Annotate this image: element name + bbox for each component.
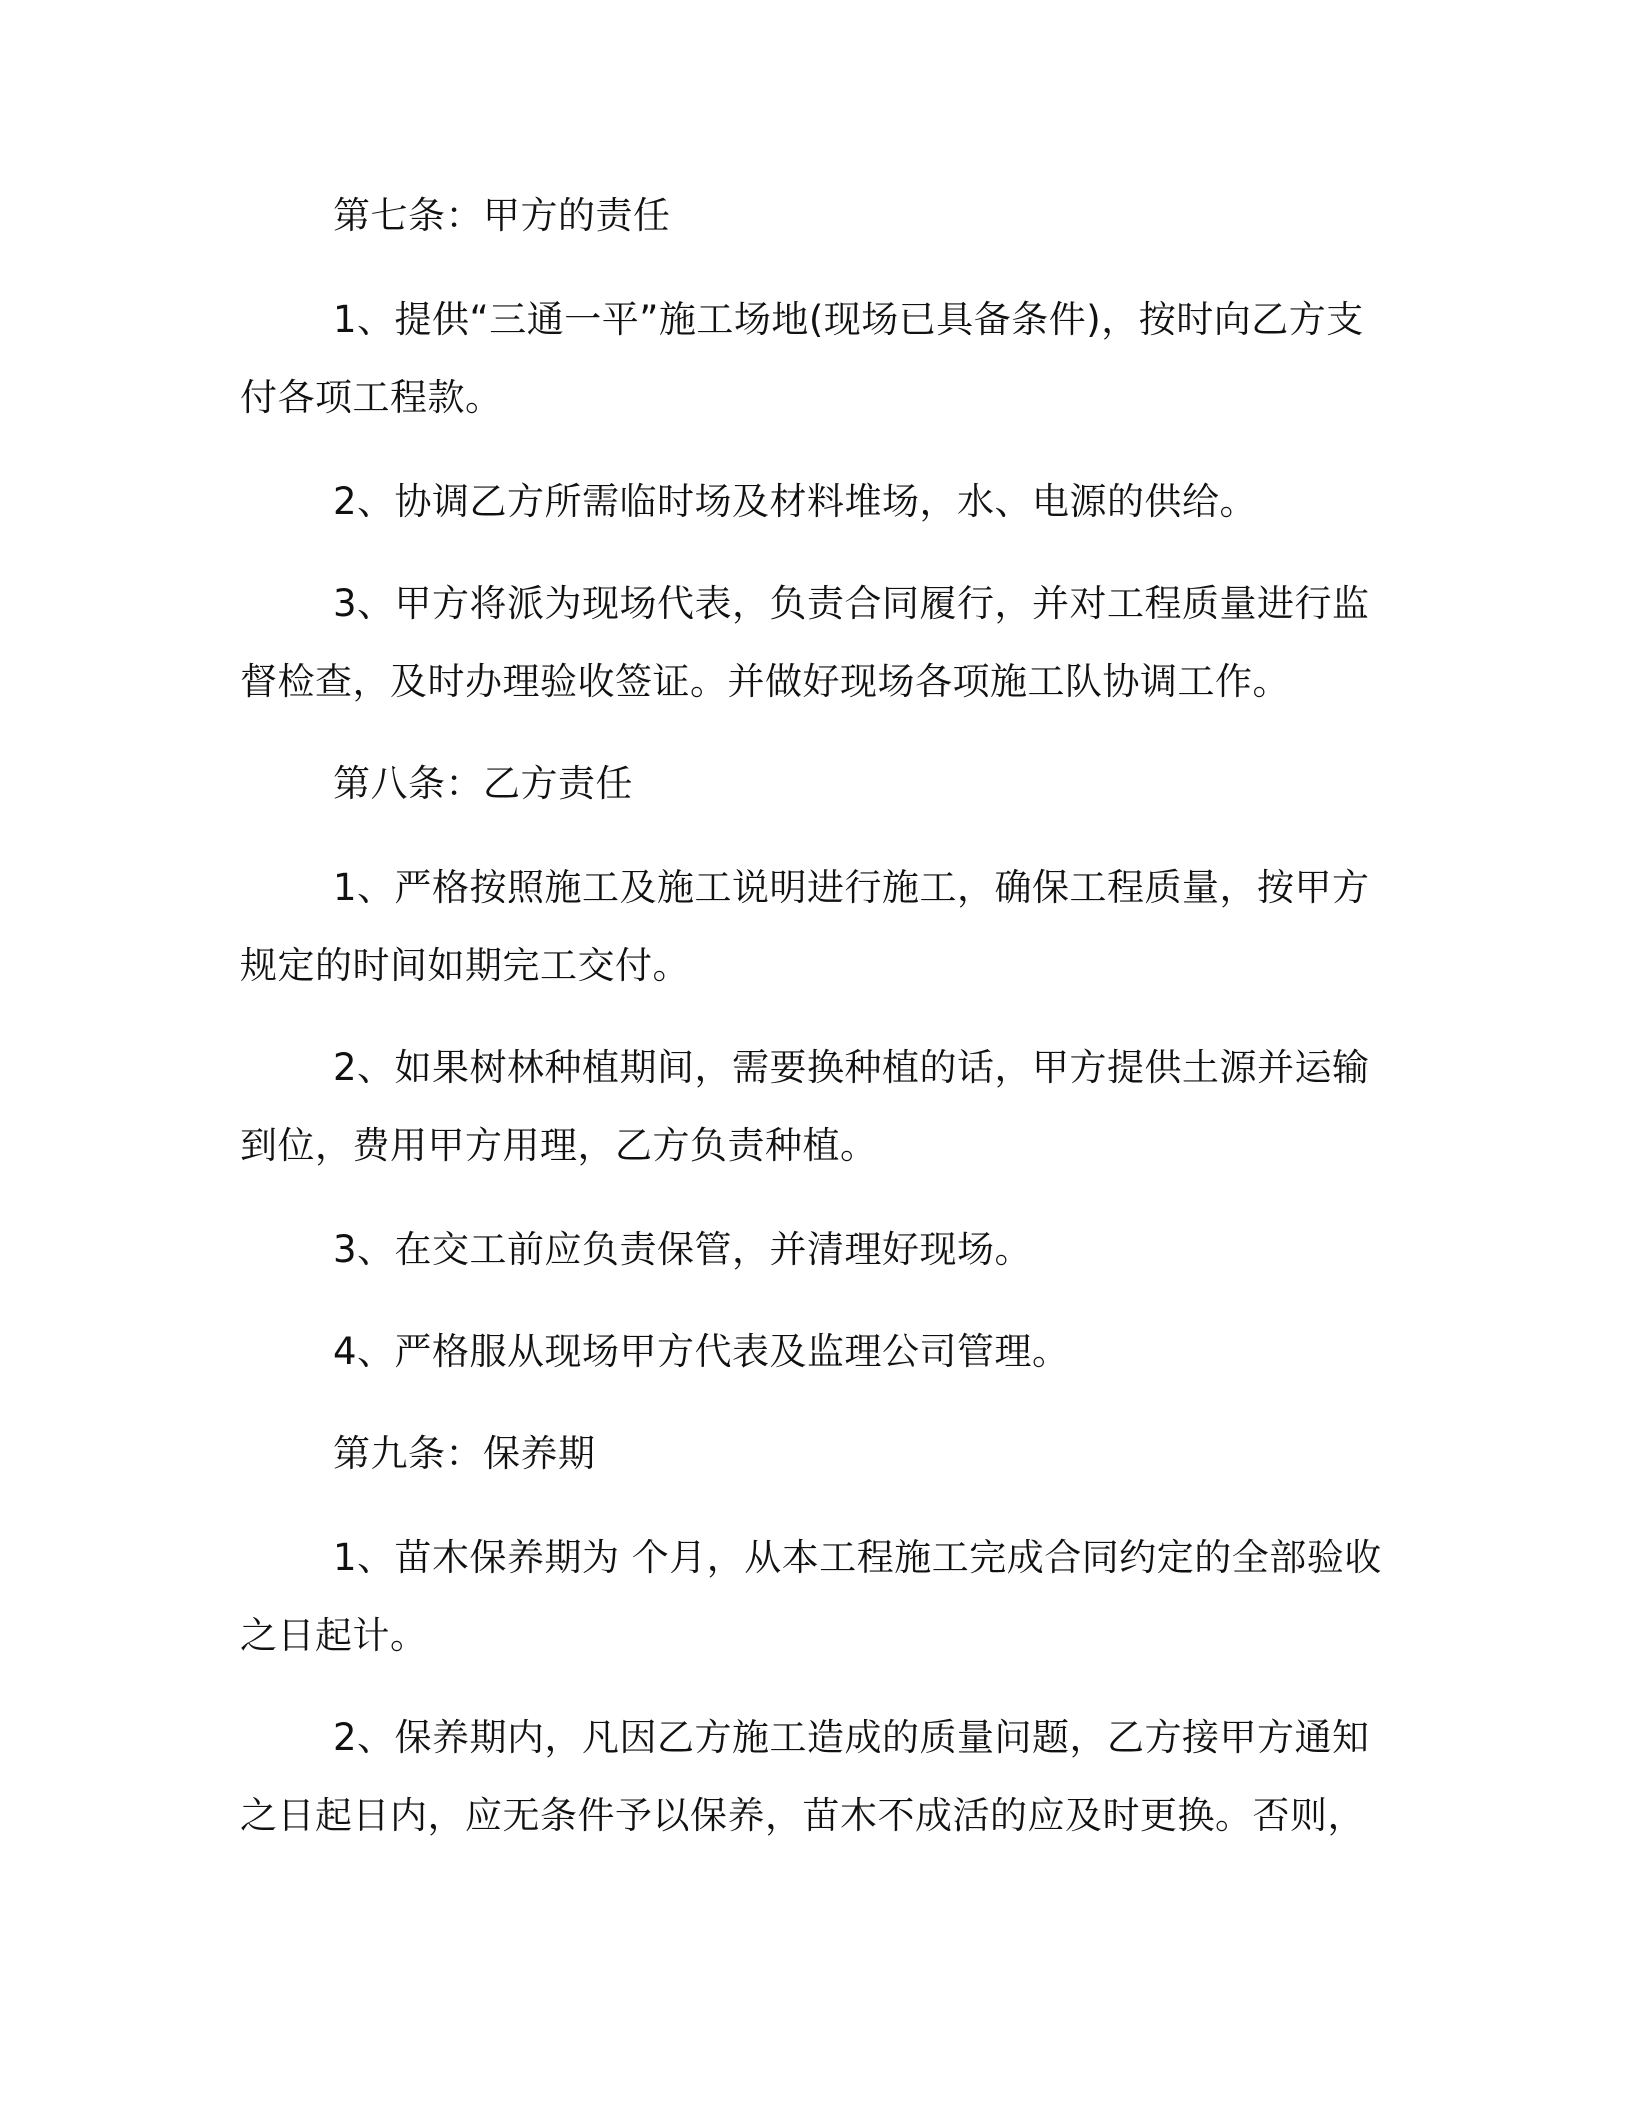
clause-8-2-line-1: 2、如果树林种植期间，需要换种植的话，甲方提供土源并运输: [333, 1046, 1370, 1089]
clause-7-3-line-2: 督检查，及时办理验收签证。并做好现场各项施工队协调工作。: [240, 660, 1290, 703]
section-heading-article-7: 第七条：甲方的责任: [333, 194, 671, 237]
clause-8-1-line-1: 1、严格按照施工及施工说明进行施工，确保工程质量，按甲方: [333, 866, 1370, 909]
clause-8-1-line-2: 规定的时间如期完工交付。: [240, 944, 690, 987]
clause-9-2-line-1: 2、保养期内，凡因乙方施工造成的质量问题，乙方接甲方通知: [333, 1716, 1370, 1759]
clause-9-1-line-2: 之日起计。: [240, 1614, 428, 1657]
section-heading-article-9: 第九条：保养期: [333, 1432, 596, 1475]
clause-8-3-line-1: 3、在交工前应负责保管，并清理好现场。: [333, 1228, 1033, 1271]
clause-7-1-line-2: 付各项工程款。: [240, 376, 503, 419]
clause-9-2-line-2: 之日起日内，应无条件予以保养，苗木不成活的应及时更换。否则，: [240, 1794, 1365, 1837]
clause-7-3-line-1: 3、甲方将派为现场代表，负责合同履行，并对工程质量进行监: [333, 582, 1370, 625]
clause-7-2-line-1: 2、协调乙方所需临时场及材料堆场，水、电源的供给。: [333, 480, 1258, 523]
section-heading-article-8: 第八条：乙方责任: [333, 762, 633, 805]
clause-9-1-line-1: 1、苗木保养期为 个月，从本工程施工完成合同约定的全部验收: [333, 1536, 1382, 1579]
clause-8-4-line-1: 4、严格服从现场甲方代表及监理公司管理。: [333, 1330, 1070, 1373]
clause-7-1-line-1: 1、提供“三通一平”施工场地(现场已具备条件)，按时向乙方支: [333, 298, 1364, 341]
clause-8-2-line-2: 到位，费用甲方用理，乙方负责种植。: [240, 1124, 878, 1167]
